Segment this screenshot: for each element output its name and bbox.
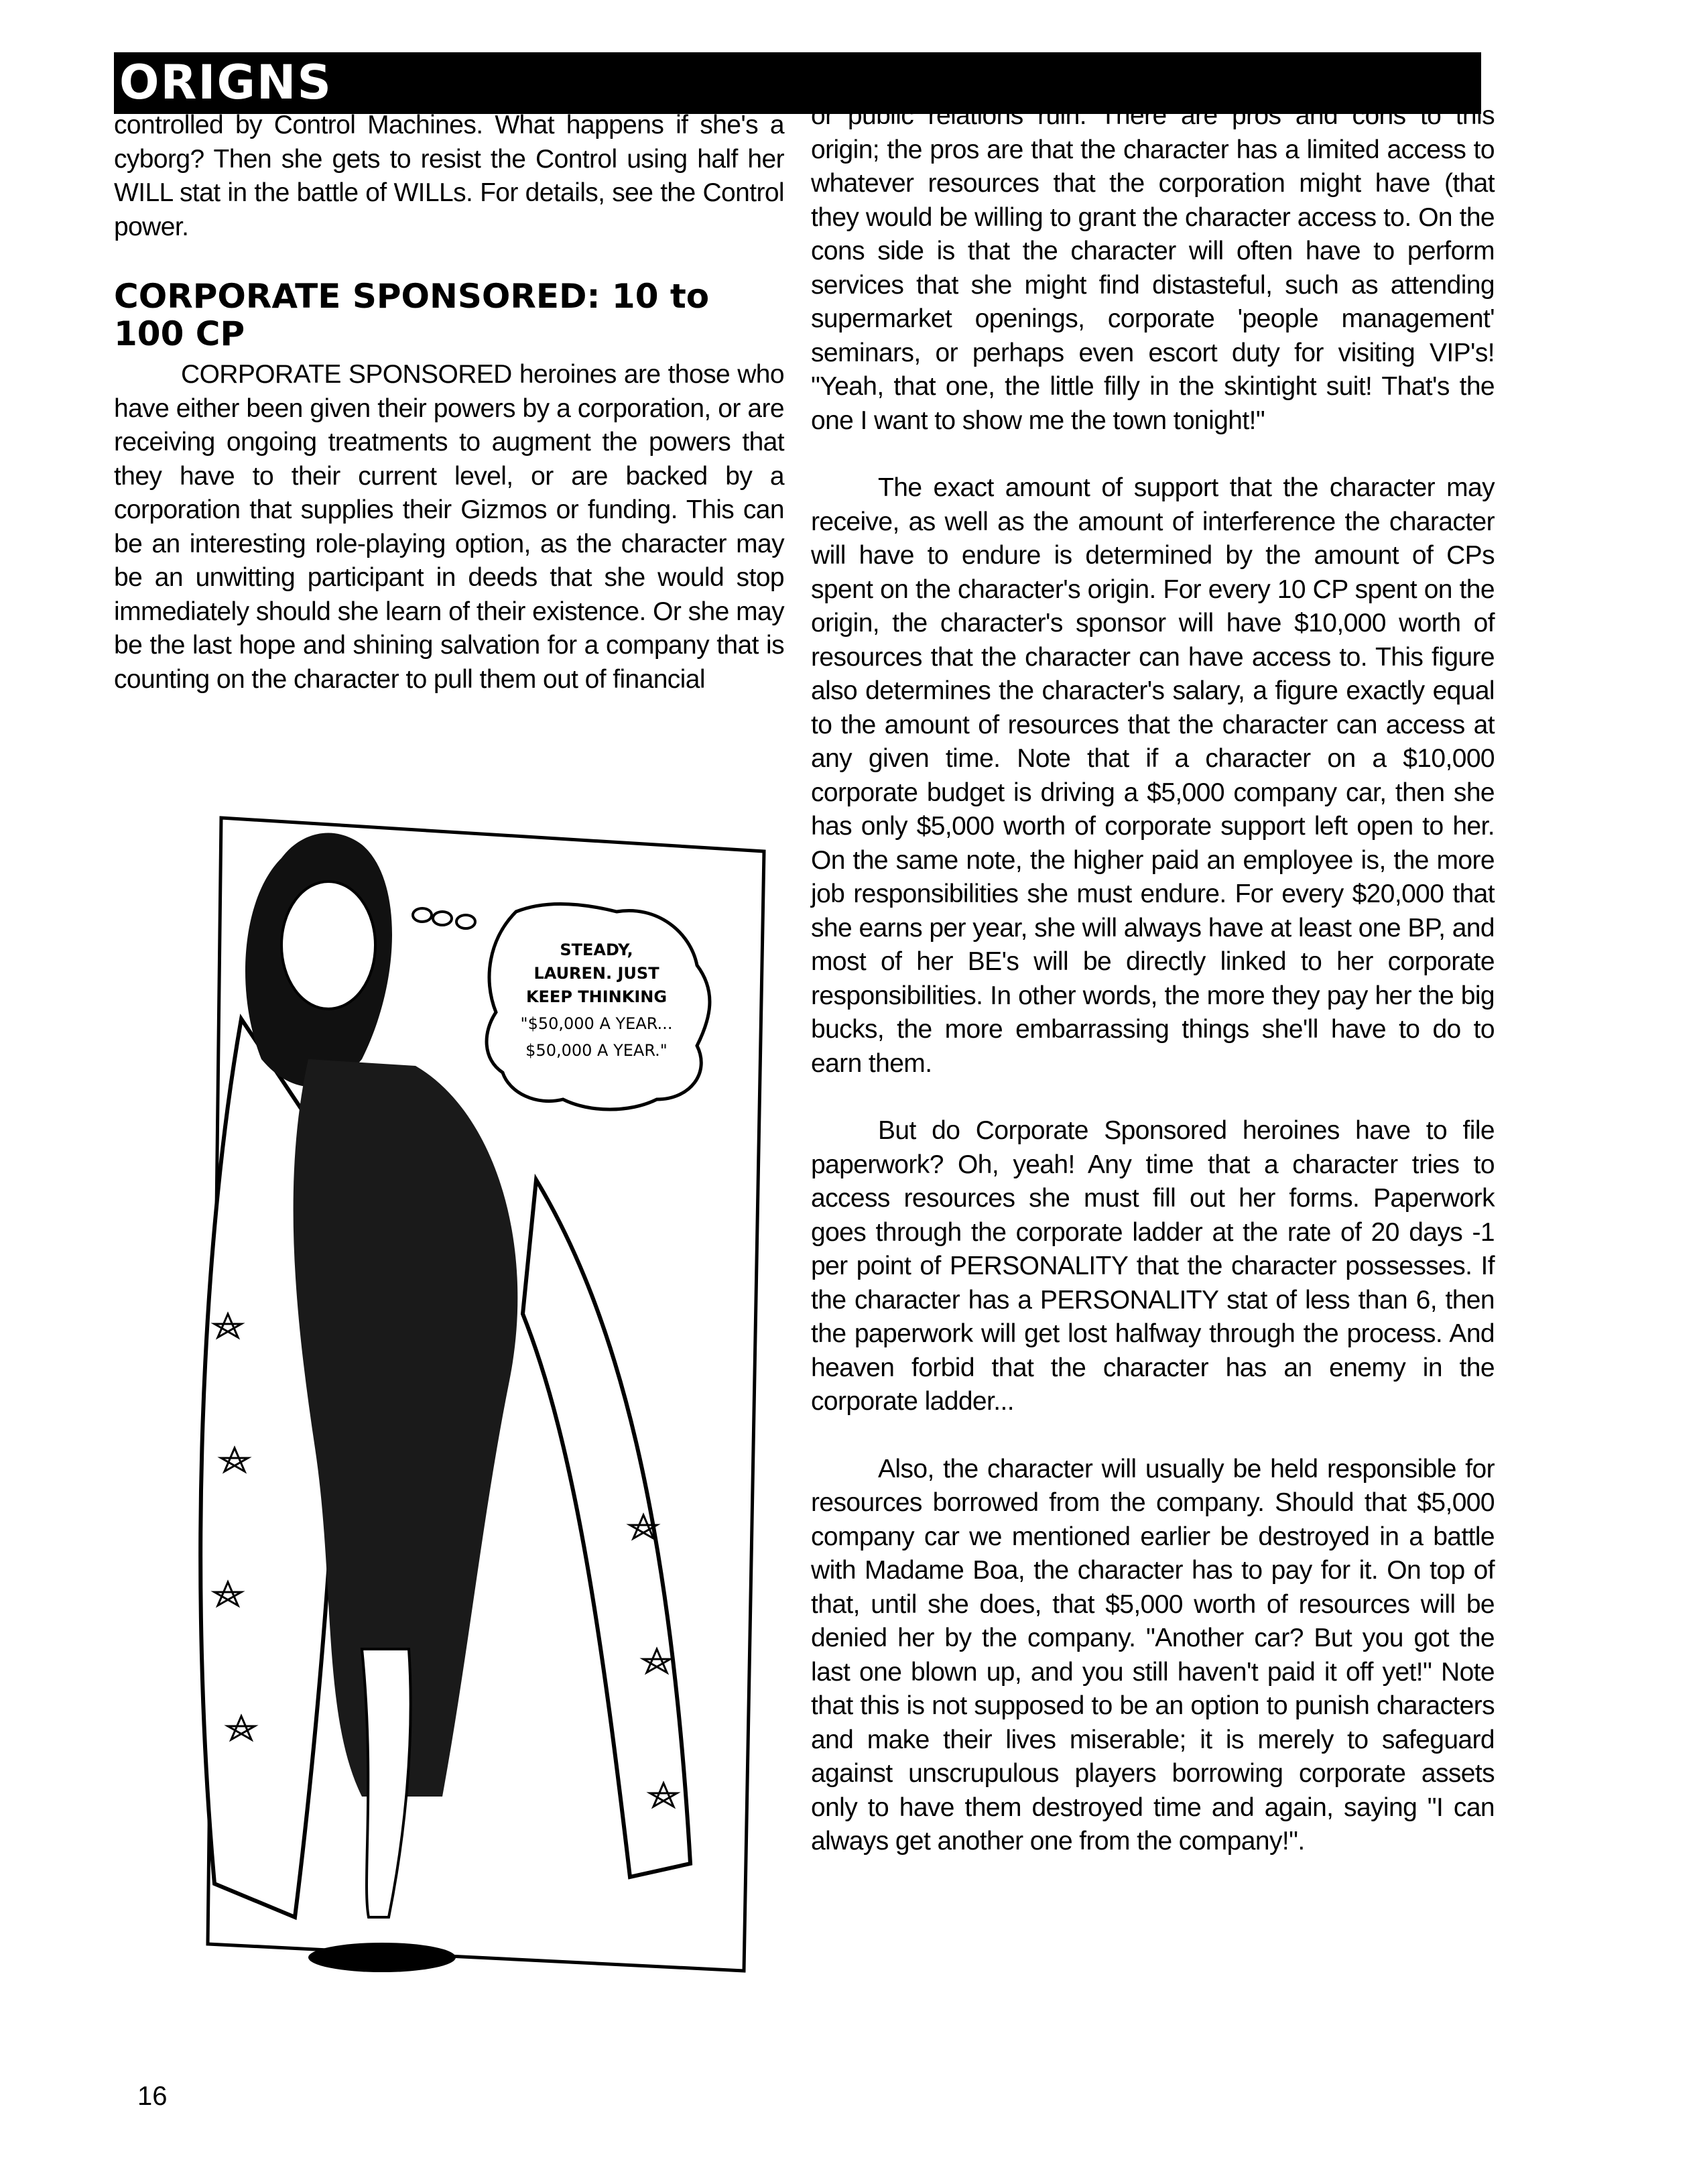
body-paragraph: or public relations ruin. There are pros and cons to this origin; the pros are that the character has a limited access to whatever resources that the corporation might have (that they would be willing to grant the character access to. On the cons side is that the character will often have to perform services that she might find distasteful, such as attending supermarket openings, corporate 'people management' seminars, or perhaps even escort duty for visiting VIP's! "Yeah, that one, the little filly in the skintight suit! That's the one I want to show me the town tonight!" [811,101,1495,435]
thought-line-4: "$50,000 A YEAR... [520,1014,673,1033]
section-title: ORIGNS [119,55,332,110]
page-number: 16 [137,2081,168,2111]
body-paragraph: Also, the character will usually be held responsible for resources borrowed from the company. Should that $5,000 company car we mentioned earlier be destroyed in a battle with Madame Boa, the character has to pay for it. On top of that, until she does, that $5,000 worth of resources will be denied her by the company. "Another car? But you got the last one blown up, and you still haven't paid it off yet!" Note that this is not supposed to be an option to punish characters and make their lives miserable; it is merely to safeguard against unscrupulous players borrowing corporate assets only to have them destroyed time and again, saying "I can always get another one from the company!". [811,1454,1495,1856]
illustration [161,778,804,2065]
intro-paragraph: controlled by Control Machines. What happens if she's a cyborg? Then she gets to resist the Control using half her WILL stat in the battle of WILLs. For details, see the Control power. [114,111,784,241]
body-paragraph: The exact amount of support that the character may receive, as well as the amount of interference the character will have to endure is determined by the amount of CPs spent on the character's origin. For every 10 CP spent on the origin, the character's sponsor will have $10,000 worth of resources that the character can have access to. This figure also determines the character's salary, a figure exactly equal to the amount of resources that the character can access at any given time. Note that if a character on a $10,000 corporate budget is driving a $5,000 company car, then she has only $5,000 worth of corporate support left open to her. On the same note, the higher paid an employee is, the more job responsibilities she must endure. For every $20,000 that she earns per year, she will always have at least one BP, and most of her BE's will be directly linked to her corporate responsibilities. In other words, the more they pay her the big bucks, the more embarrassing things she'll have to do to earn them. [811,473,1495,1078]
body-paragraph: But do Corporate Sponsored heroines have to file paperwork? Oh, yeah! Any time that a character tries to access resources she must fill out her forms. Paperwork goes through the corporate ladder at the rate of 20 days -1 per point of PERSONALITY that the character possesses. If the character has a PERSONALITY stat of less than 6, then the paperwork will get lost halfway through the process. And heaven forbid that the character has an enemy in the corporate ladder... [811,1116,1495,1416]
body-paragraph: CORPORATE SPONSORED heroines are those who have either been given their powers by a corporation, or are receiving ongoing treatments to augment the powers that they have to their current level, or are backed by a corporation that supplies their Gizmos or funding. This can be an interesting role-playing option, as the character may be an unwitting participant in deeds that she would stop immediately should she learn of their existence. Or she may be the last hope and shining salvation for a company that is counting on the character to pull them out of financial [114,360,784,694]
thought-line-3: KEEP THINKING [525,987,668,1006]
thought-line-1: STEADY, [560,941,633,959]
thought-line-5: $50,000 A YEAR." [525,1041,668,1060]
section-heading: CORPORATE SPONSORED: 10 to 100 CP [114,277,710,353]
thought-line-2: LAUREN. JUST [533,964,659,983]
right-column [811,99,1495,1859]
left-column [114,109,784,696]
